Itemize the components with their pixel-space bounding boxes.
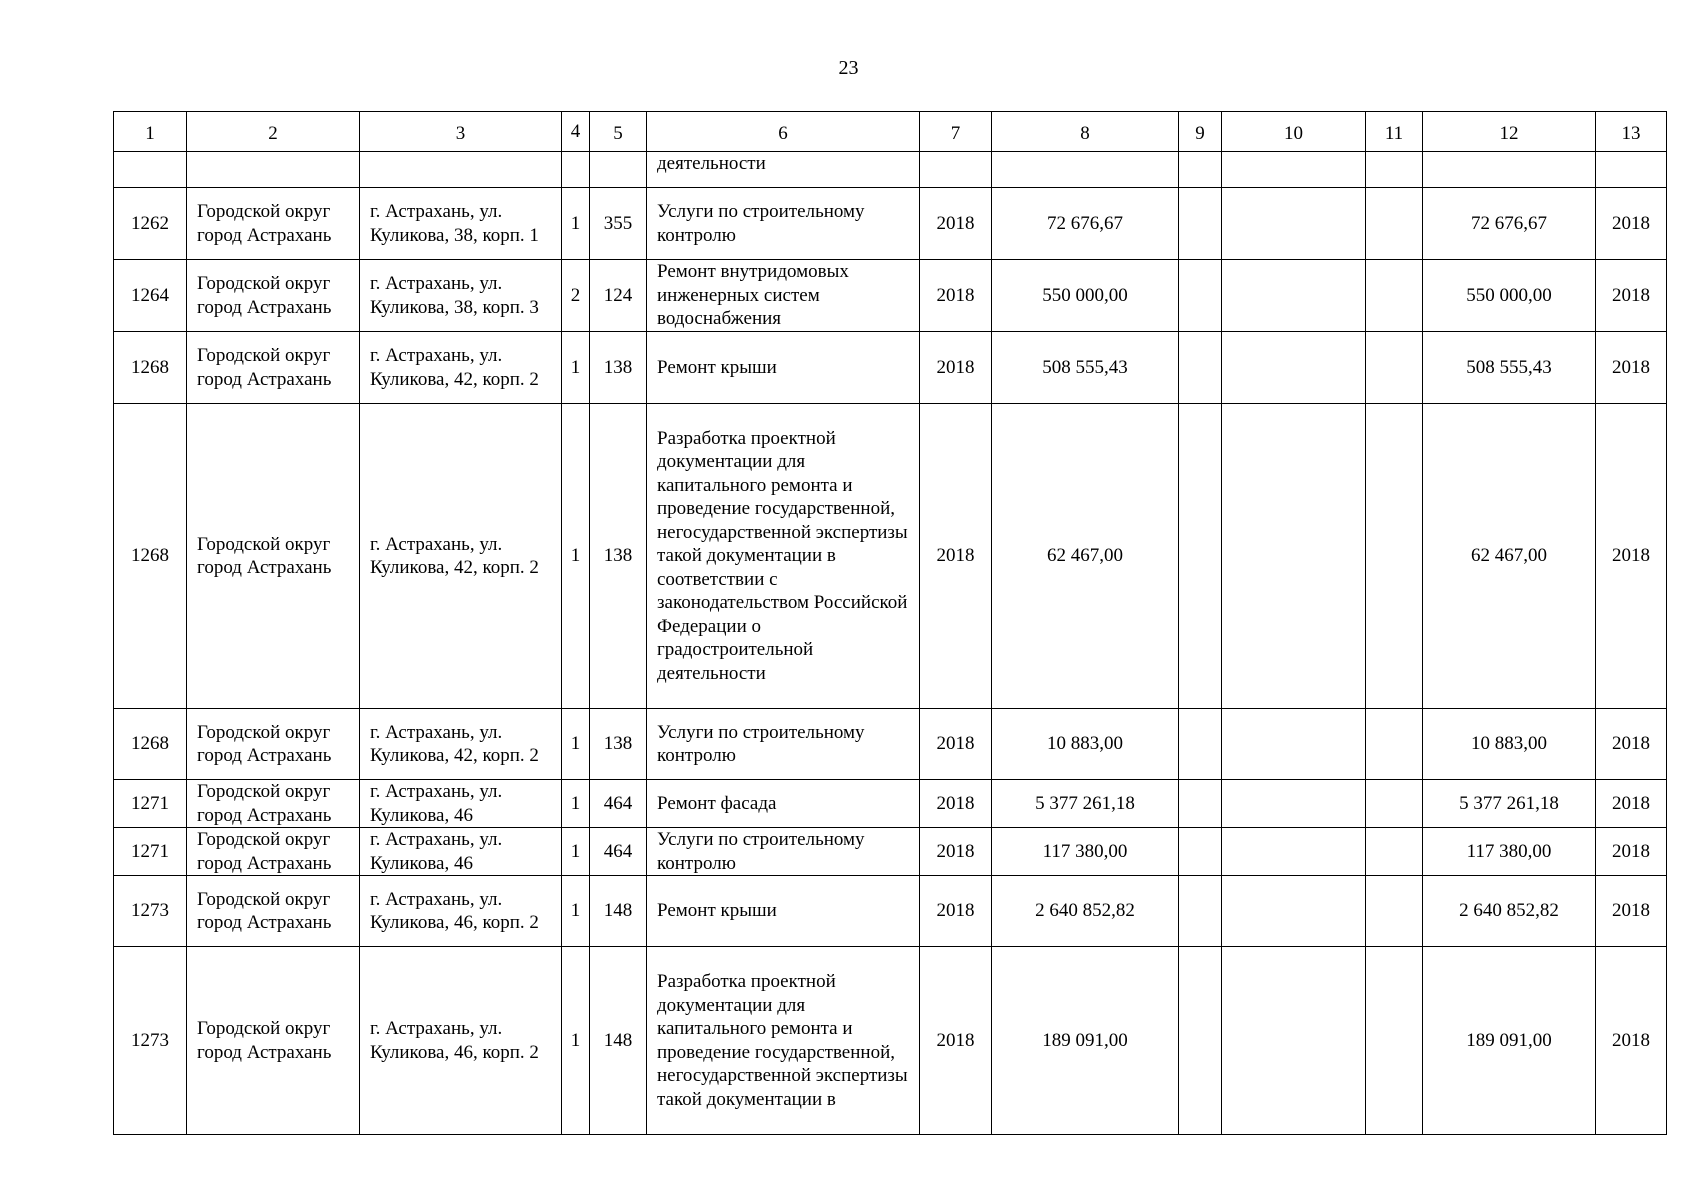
address: г. Астрахань, ул. Куликова, 42, корп. 2 xyxy=(360,709,562,780)
row-number: 1271 xyxy=(114,780,187,828)
cell-col9 xyxy=(1179,188,1222,260)
cell-col9 xyxy=(1179,332,1222,404)
cell-col9 xyxy=(1179,404,1222,709)
total-amount: 189 091,00 xyxy=(1423,947,1596,1135)
cell-col4: 2 xyxy=(562,260,590,332)
municipality: Городской округ город Астрахань xyxy=(187,947,360,1135)
year: 2018 xyxy=(920,780,992,828)
column-header: 7 xyxy=(920,112,992,152)
row-number: 1268 xyxy=(114,332,187,404)
year: 2018 xyxy=(920,876,992,947)
work-description: Разработка проектной документации для капитального ремонта и проведение государственной, негосударственной экспертизы такой документации в соответствии с законодательством Российской Федерации о градостроительной деятельности xyxy=(647,404,920,709)
address: г. Астрахань, ул. Куликова, 46, корп. 2 xyxy=(360,947,562,1135)
empty-cell xyxy=(1423,152,1596,188)
cell-col11 xyxy=(1366,188,1423,260)
total-amount: 5 377 261,18 xyxy=(1423,780,1596,828)
cell-col11 xyxy=(1366,780,1423,828)
address: г. Астрахань, ул. Куликова, 42, корп. 2 xyxy=(360,332,562,404)
work-description: Ремонт внутридомовых инженерных систем водоснабжения xyxy=(647,260,920,332)
column-header: 6 xyxy=(647,112,920,152)
cell-col4: 1 xyxy=(562,404,590,709)
cell-col10 xyxy=(1222,780,1366,828)
cell-col5: 138 xyxy=(590,332,647,404)
empty-cell xyxy=(360,152,562,188)
table-row xyxy=(114,947,1667,1135)
work-description: Услуги по строительному контролю xyxy=(647,709,920,780)
cell-col4: 1 xyxy=(562,332,590,404)
work-description: Услуги по строительному контролю xyxy=(647,188,920,260)
total-amount: 117 380,00 xyxy=(1423,828,1596,876)
amount: 2 640 852,82 xyxy=(992,876,1179,947)
row-number: 1268 xyxy=(114,709,187,780)
column-number-row xyxy=(114,112,1667,152)
municipality: Городской округ город Астрахань xyxy=(187,260,360,332)
municipality: Городской округ город Астрахань xyxy=(187,876,360,947)
total-amount: 550 000,00 xyxy=(1423,260,1596,332)
total-amount: 72 676,67 xyxy=(1423,188,1596,260)
cell-col10 xyxy=(1222,404,1366,709)
total-amount: 2 640 852,82 xyxy=(1423,876,1596,947)
municipality: Городской округ город Астрахань xyxy=(187,709,360,780)
continuation-row xyxy=(114,152,1667,188)
cell-col9 xyxy=(1179,876,1222,947)
cell-col10 xyxy=(1222,947,1366,1135)
amount: 72 676,67 xyxy=(992,188,1179,260)
column-header: 10 xyxy=(1222,112,1366,152)
address: г. Астрахань, ул. Куликова, 38, корп. 3 xyxy=(360,260,562,332)
year-end: 2018 xyxy=(1596,188,1667,260)
municipality: Городской округ город Астрахань xyxy=(187,332,360,404)
cell-col4: 1 xyxy=(562,947,590,1135)
cell-col10 xyxy=(1222,709,1366,780)
cell-col4: 1 xyxy=(562,709,590,780)
year-end: 2018 xyxy=(1596,709,1667,780)
row-number: 1273 xyxy=(114,947,187,1135)
cell-col11 xyxy=(1366,260,1423,332)
cell-col9 xyxy=(1179,780,1222,828)
year: 2018 xyxy=(920,828,992,876)
capital-repair-table xyxy=(113,111,1667,1135)
empty-cell xyxy=(1366,152,1423,188)
municipality: Городской округ город Астрахань xyxy=(187,188,360,260)
year: 2018 xyxy=(920,404,992,709)
cell-col5: 464 xyxy=(590,828,647,876)
column-header: 3 xyxy=(360,112,562,152)
municipality: Городской округ город Астрахань xyxy=(187,828,360,876)
year-end: 2018 xyxy=(1596,404,1667,709)
address: г. Астрахань, ул. Куликова, 46 xyxy=(360,780,562,828)
row-number: 1262 xyxy=(114,188,187,260)
column-header: 13 xyxy=(1596,112,1667,152)
row-number: 1264 xyxy=(114,260,187,332)
municipality: Городской округ город Астрахань xyxy=(187,780,360,828)
year-end: 2018 xyxy=(1596,828,1667,876)
cell-col4: 1 xyxy=(562,188,590,260)
cell-col9 xyxy=(1179,947,1222,1135)
column-header: 5 xyxy=(590,112,647,152)
year: 2018 xyxy=(920,188,992,260)
column-header: 11 xyxy=(1366,112,1423,152)
cell-col4: 1 xyxy=(562,828,590,876)
year: 2018 xyxy=(920,709,992,780)
empty-cell xyxy=(590,152,647,188)
table-row xyxy=(114,188,1667,260)
table-row xyxy=(114,332,1667,404)
table-row xyxy=(114,260,1667,332)
amount: 117 380,00 xyxy=(992,828,1179,876)
cell-col11 xyxy=(1366,404,1423,709)
cell-col5: 148 xyxy=(590,947,647,1135)
cell-col10 xyxy=(1222,260,1366,332)
cell-col10 xyxy=(1222,188,1366,260)
row-number: 1268 xyxy=(114,404,187,709)
empty-cell xyxy=(1179,152,1222,188)
cell-col5: 355 xyxy=(590,188,647,260)
cell-col11 xyxy=(1366,332,1423,404)
cell-col10 xyxy=(1222,828,1366,876)
column-header: 8 xyxy=(992,112,1179,152)
cell-col9 xyxy=(1179,828,1222,876)
amount: 189 091,00 xyxy=(992,947,1179,1135)
address: г. Астрахань, ул. Куликова, 42, корп. 2 xyxy=(360,404,562,709)
total-amount: 10 883,00 xyxy=(1423,709,1596,780)
column-header: 12 xyxy=(1423,112,1596,152)
empty-cell xyxy=(992,152,1179,188)
cell-col4: 1 xyxy=(562,780,590,828)
cell-col11 xyxy=(1366,947,1423,1135)
page-number: 23 xyxy=(838,57,859,79)
empty-cell xyxy=(1596,152,1667,188)
table-row xyxy=(114,404,1667,709)
column-header: 2 xyxy=(187,112,360,152)
address: г. Астрахань, ул. Куликова, 38, корп. 1 xyxy=(360,188,562,260)
cell-col5: 148 xyxy=(590,876,647,947)
work-description: Ремонт крыши xyxy=(647,876,920,947)
amount: 508 555,43 xyxy=(992,332,1179,404)
address: г. Астрахань, ул. Куликова, 46, корп. 2 xyxy=(360,876,562,947)
year: 2018 xyxy=(920,332,992,404)
cell-col5: 138 xyxy=(590,404,647,709)
year: 2018 xyxy=(920,947,992,1135)
amount: 5 377 261,18 xyxy=(992,780,1179,828)
cell-col9 xyxy=(1179,260,1222,332)
cell-col11 xyxy=(1366,709,1423,780)
year-end: 2018 xyxy=(1596,947,1667,1135)
column-header: 1 xyxy=(114,112,187,152)
amount: 62 467,00 xyxy=(992,404,1179,709)
empty-cell xyxy=(562,152,590,188)
cell-col5: 124 xyxy=(590,260,647,332)
cell-col11 xyxy=(1366,876,1423,947)
amount: 550 000,00 xyxy=(992,260,1179,332)
column-header: 4 xyxy=(562,112,590,152)
total-amount: 62 467,00 xyxy=(1423,404,1596,709)
amount: 10 883,00 xyxy=(992,709,1179,780)
work-description: Ремонт фасада xyxy=(647,780,920,828)
cell-col4: 1 xyxy=(562,876,590,947)
work-description: Ремонт крыши xyxy=(647,332,920,404)
table-row xyxy=(114,709,1667,780)
work-description: Услуги по строительному контролю xyxy=(647,828,920,876)
work-description: Разработка проектной документации для капитального ремонта и проведение государственной, негосударственной экспертизы такой документации в xyxy=(647,947,920,1135)
cell-col10 xyxy=(1222,876,1366,947)
cell-col9 xyxy=(1179,709,1222,780)
cell-col5: 138 xyxy=(590,709,647,780)
year-end: 2018 xyxy=(1596,780,1667,828)
year-end: 2018 xyxy=(1596,260,1667,332)
work-description: деятельности xyxy=(647,152,920,188)
empty-cell xyxy=(1222,152,1366,188)
cell-col11 xyxy=(1366,828,1423,876)
row-number: 1273 xyxy=(114,876,187,947)
empty-cell xyxy=(114,152,187,188)
year-end: 2018 xyxy=(1596,876,1667,947)
cell-col10 xyxy=(1222,332,1366,404)
address: г. Астрахань, ул. Куликова, 46 xyxy=(360,828,562,876)
table-row xyxy=(114,780,1667,828)
year: 2018 xyxy=(920,260,992,332)
cell-col5: 464 xyxy=(590,780,647,828)
table-row xyxy=(114,828,1667,876)
column-header: 9 xyxy=(1179,112,1222,152)
municipality: Городской округ город Астрахань xyxy=(187,404,360,709)
empty-cell xyxy=(920,152,992,188)
row-number: 1271 xyxy=(114,828,187,876)
total-amount: 508 555,43 xyxy=(1423,332,1596,404)
empty-cell xyxy=(187,152,360,188)
year-end: 2018 xyxy=(1596,332,1667,404)
table-row xyxy=(114,876,1667,947)
